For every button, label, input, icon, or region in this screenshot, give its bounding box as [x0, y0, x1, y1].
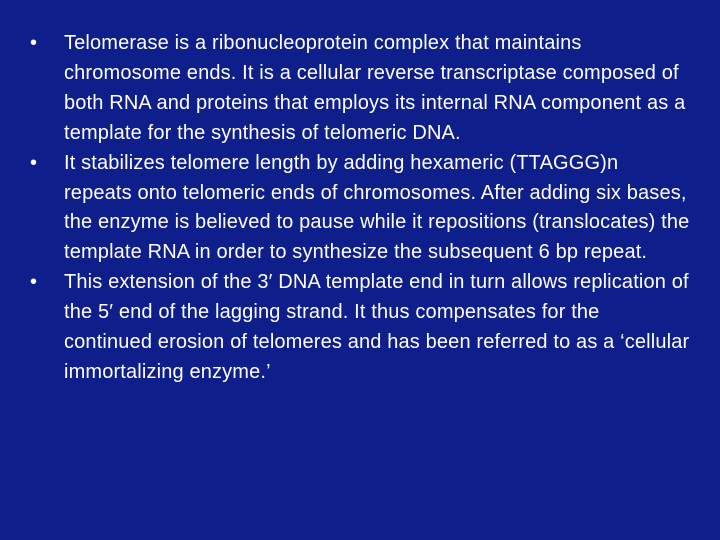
bullet-marker: •	[30, 271, 38, 294]
bullet-text-telomerase-definition: Telomerase is a ribonucleoprotein complex that maintains chromosome ends. It is a cellular reverse transcriptase composed of both RNA and proteins that employs its internal RNA component as a template for the synthesis of telomeric DNA.	[64, 32, 686, 144]
bullet-marker: •	[30, 32, 38, 54]
bullet-marker: •	[30, 151, 38, 174]
bullet-item	[30, 149, 690, 269]
bullet-text-extension-replication: This extension of the 3′ DNA template end in turn allows replication of the 5′ end of the lagging strand. It thus compensates for the continued erosion of telomeres and has been referred to as a ‘cellular immortalizing enzyme.’	[64, 271, 690, 383]
bullet-item	[30, 29, 690, 149]
bullet-item	[30, 268, 690, 388]
bullet-text-telomere-length: It stabilizes telomere length by adding hexameric (TTAGGG)n repeats onto telomeric ends of chromosomes. After adding six bases, the enzyme is believed to pause while it repositions (translocates) the template RNA in order to synthesize the subsequent 6 bp repeat.	[64, 151, 690, 264]
bullet-list	[30, 29, 690, 388]
